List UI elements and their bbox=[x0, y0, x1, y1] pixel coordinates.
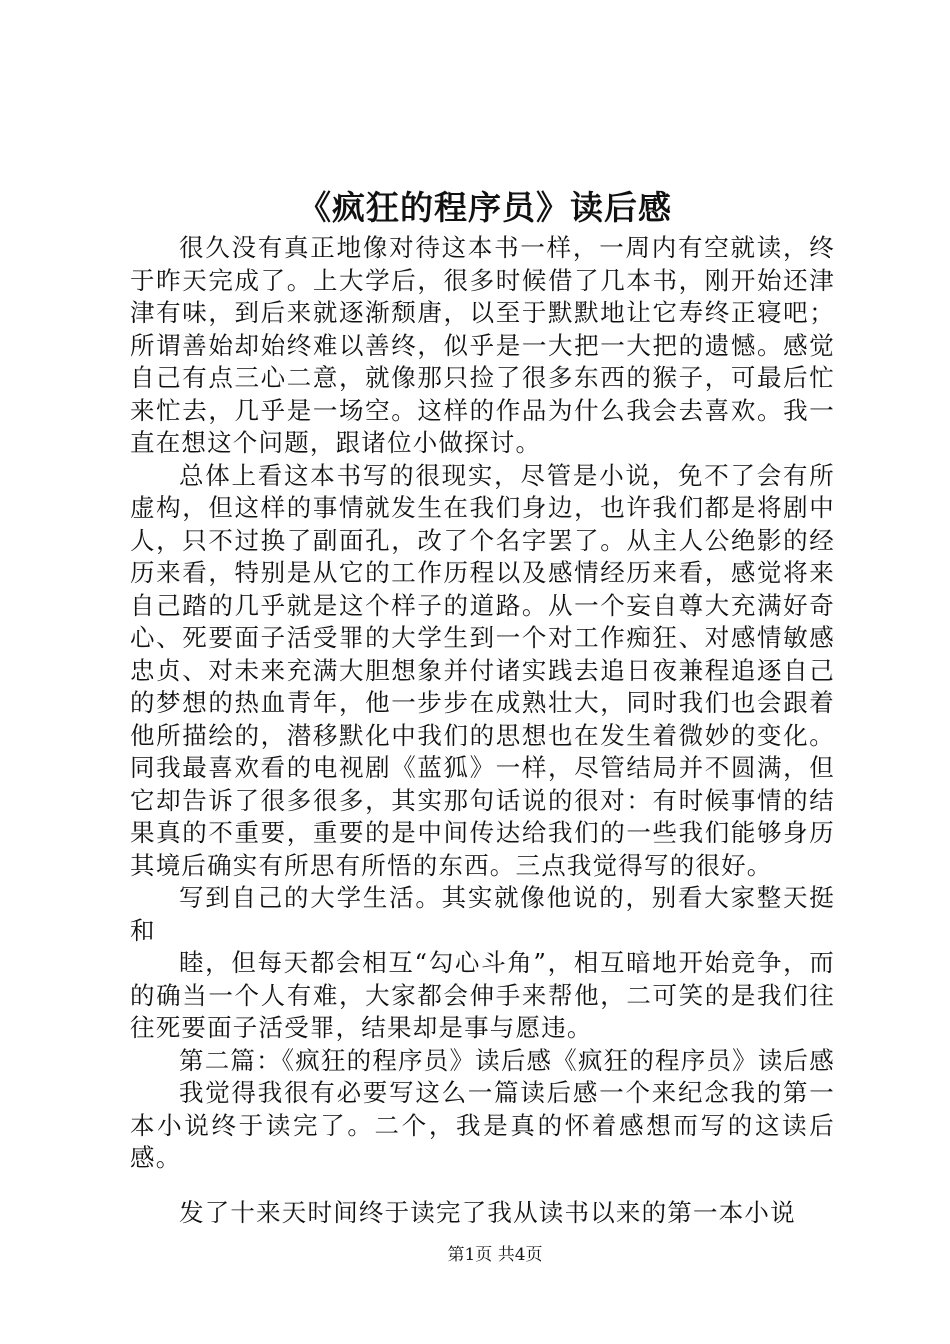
document-body bbox=[130, 232, 835, 1229]
paragraph: 写到自己的大学生活。其实就像他说的，别看大家整天挺和 bbox=[130, 883, 835, 945]
paragraph: 第二篇：《疯狂的程序员》读后感《疯狂的程序员》读后感 bbox=[179, 1045, 835, 1075]
page-footer: 第1页 共4页 bbox=[447, 1245, 543, 1265]
paragraph: 我觉得我很有必要写这么一篇读后感一个来纪念我的第一本小说终于读完了。二个，我是真的怀着感想而写的这读后感。 bbox=[130, 1078, 835, 1172]
document-title: 《疯狂的程序员》读后感 bbox=[298, 188, 672, 227]
paragraph: 发了十来天时间终于读完了我从读书以来的第一本小说 bbox=[179, 1197, 796, 1227]
paragraph: 很久没有真正地像对待这本书一样，一周内有空就读，终于昨天完成了。上大学后，很多时候借了几本书，刚开始还津津有味，到后来就逐渐颓唐，以至于默默地让它寿终正寝吧；所谓善始却始终难以善终，似乎是一大把一大把的遗憾。感觉自己有点三心二意，就像那只捡了很多东西的猴子，可最后忙来忙去，几乎是一场空。这样的作品为什么我会去喜欢。我一直在想这个问题，跟诸位小做探讨。 bbox=[130, 233, 835, 457]
paragraph: 睦，但每天都会相互“勾心斗角”，相互暗地开始竞争，而的确当一个人有难，大家都会伸手来帮他，二可笑的是我们往往死要面子活受罪，结果却是事与愿违。 bbox=[130, 948, 835, 1042]
paragraph: 总体上看这本书写的很现实，尽管是小说，免不了会有所虚构，但这样的事情就发生在我们身边，也许我们都是将剧中人，只不过换了副面孔，改了个名字罢了。从主人公绝影的经历来看，特别是从它的工作历程以及感情经历来看，感觉将来自己踏的几乎就是这个样子的道路。从一个妄自尊大充满好奇心、死要面子活受罪的大学生到一个对工作痴狂、对感情敏感忠贞、对未来充满大胆想象并付诸实践去追日夜兼程追逐自己的梦想的热血青年，他一步步在成熟壮大，同时我们也会跟着他所描绘的，潜移默化中我们的思想也在发生着微妙的变化。同我最喜欢看的电视剧《蓝狐》一样，尽管结局并不圆满，但它却告诉了很多很多，其实那句话说的很对：有时候事情的结果真的不重要，重要的是中间传达给我们的一些我们能够身历其境后确实有所思有所悟的东西。三点我觉得写的很好。 bbox=[130, 460, 835, 880]
